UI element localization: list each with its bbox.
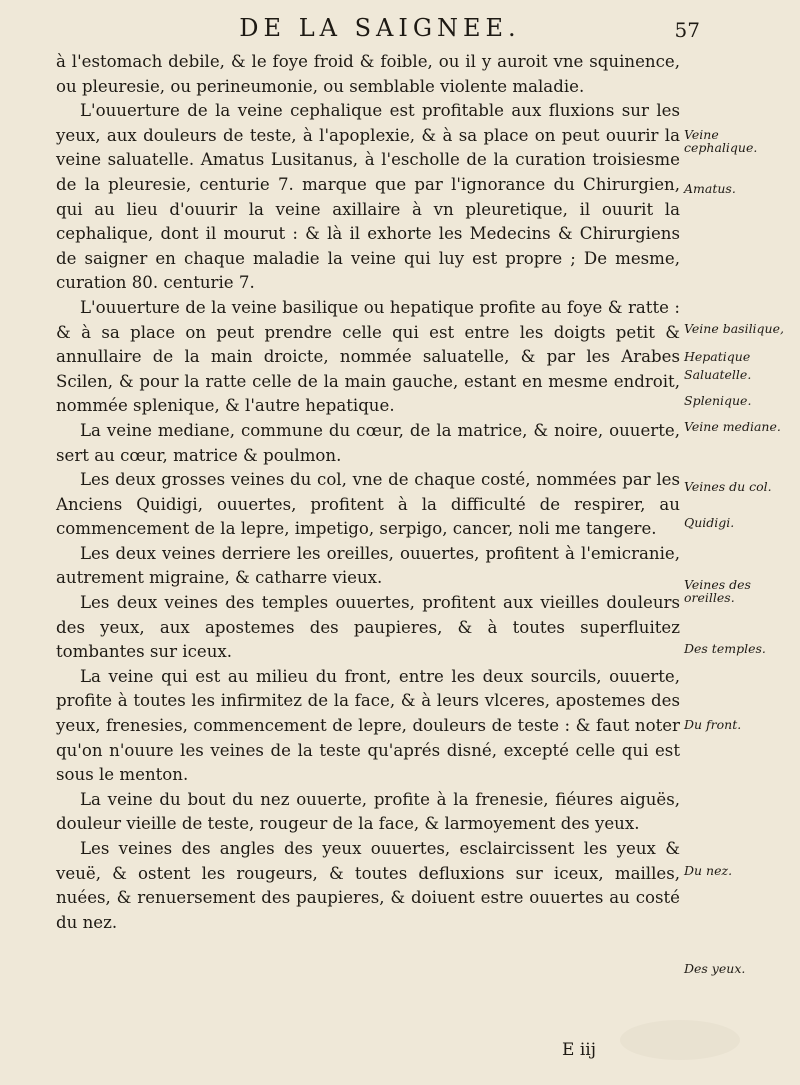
margin-note-mediane: Veine mediane. <box>684 419 781 434</box>
margin-note-oreilles: Veines des oreilles. <box>684 577 751 605</box>
paragraph: La veine qui est au milieu du front, entre les deux sourcils, ouuerte, profite à toutes les infirmitez de la face, & à leurs vlceres, apostemes des yeux, frenesies, commencement de lepre, douleurs de teste : & faut noter qu'on n'ouure les veines de la teste qu'aprés disné, excepté celle qui est sous le menton. <box>56 666 680 785</box>
margin-note-nez: Du nez. <box>684 863 733 878</box>
margin-note-saluatelle: Saluatelle. <box>684 367 752 382</box>
margin-note-temples: Des temples. <box>684 641 766 656</box>
margin-note-cephalique: Veine cephalique. <box>684 127 758 155</box>
margin-note-splenique: Splenique. <box>684 393 752 408</box>
paragraph: Les deux grosses veines du col, vne de chaque costé, nommées par les Anciens Quidigi, ouuertes, profitent à la difficulté de respirer, au commencement de la lepre, impetigo, serpigo, cancer, noli me tangere. <box>56 470 680 539</box>
margin-note-col: Veines du col. <box>684 479 772 494</box>
body-text <box>56 50 680 935</box>
paragraph: L'ouuerture de la veine basilique ou hepatique profite au foye & ratte : & à sa place on peut prendre celle qui est entre les doigts petit & annullaire de la main droicte, nommée saluatelle, & par les Arabes Scilen, & pour la ratte celle de la main gauche, estant en mesme endroit, nommée splenique, & l'autre hepatique. <box>56 297 680 416</box>
margin-note-front: Du front. <box>684 717 742 732</box>
signature-mark: E iij <box>562 1040 596 1060</box>
running-title: DE LA SAIGNEE. <box>239 14 521 42</box>
paragraph: La veine du bout du nez ouuerte, profite à la frenesie, fiéures aiguës, douleur vieille de teste, rougeur de la face, & larmoyement des yeux. <box>56 789 680 834</box>
paragraph: Les veines des angles des yeux ouuertes, esclaircissent les yeux & veuë, & ostent les rougeurs, & toutes defluxions sur iceux, mailles, nuées, & renuersement des paupieres, & doiuent estre ouuertes au costé du nez. <box>56 839 680 932</box>
margin-note-hepatique: Hepatique <box>684 349 751 364</box>
paragraph: La veine mediane, commune du cœur, de la matrice, & noire, ouuerte, sert au cœur, matrice & poulmon. <box>56 420 680 465</box>
paragraph: Les deux veines derriere les oreilles, ouuertes, profitent à l'emicranie, autrement migraine, & catharre vieux. <box>56 543 680 588</box>
paper-stain <box>620 1020 740 1060</box>
margin-note-yeux: Des yeux. <box>684 961 746 976</box>
paragraph: Les deux veines des temples ouuertes, profitent aux vieilles douleurs des yeux, aux apostemes des paupieres, & à toutes superfluitez tombantes sur iceux. <box>56 593 680 662</box>
margin-note-basilique: Veine basilique, <box>684 321 784 336</box>
paragraph: L'ouuerture de la veine cephalique est profitable aux fluxions sur les yeux, aux douleurs de teste, à l'apoplexie, & à sa place on peut ouurir la veine saluatelle. Amatus Lusitanus, à l'escholle de la curation troisiesme de la pleuresie, centurie 7. marque que par l'ignorance du Chirurgien, qui au lieu d'ouurir la veine axillaire à vn pleuretique, il ouurit la cephalique, dont il mourut : & là il exhorte les Medecins & Chirurgiens de saigner en chaque maladie la veine qui luy est propre ; De mesme, curation 80. centurie 7. <box>56 101 680 293</box>
margin-note-amatus: Amatus. <box>684 181 736 196</box>
margin-note-quidigi: Quidigi. <box>684 515 735 530</box>
paragraph: à l'estomach debile, & le foye froid & foible, ou il y auroit vne squinence, ou pleuresie, ou perineumonie, ou semblable violente maladie. <box>56 52 680 96</box>
page-header <box>60 14 700 50</box>
page-number: 57 <box>674 18 700 42</box>
